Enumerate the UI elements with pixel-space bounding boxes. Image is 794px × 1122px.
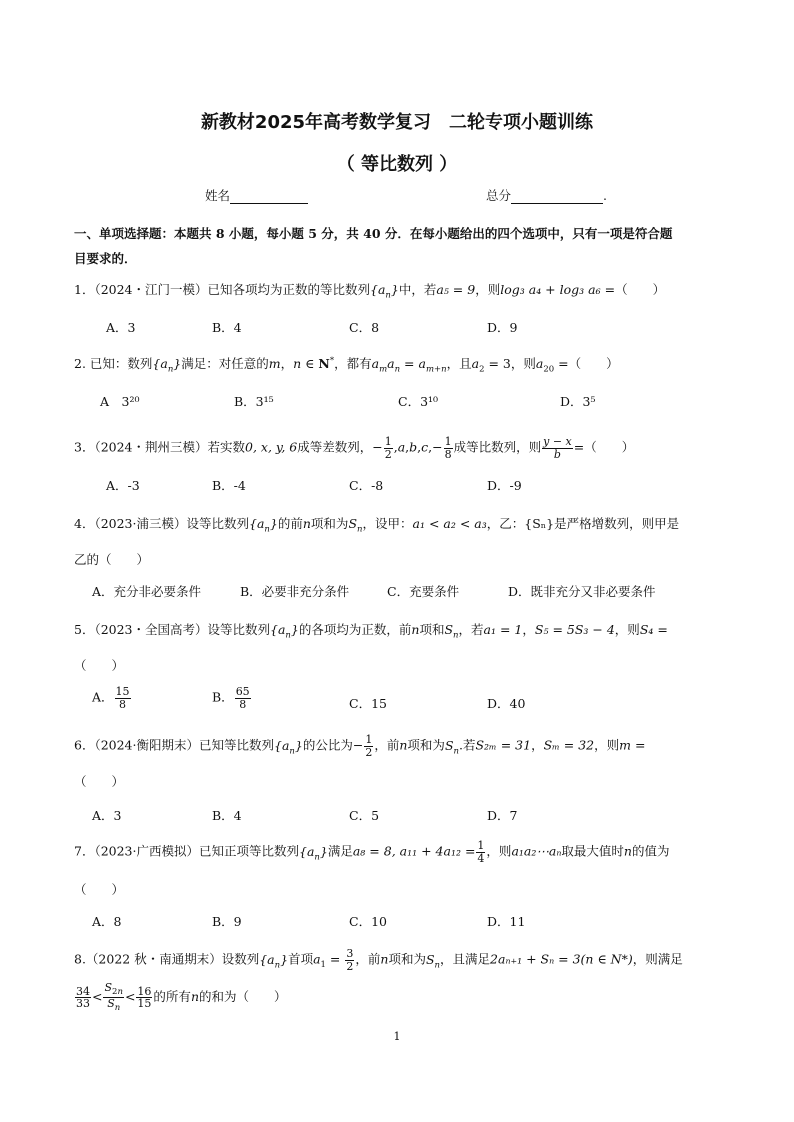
- q5-mid4: ，则: [614, 622, 640, 637]
- q5-ask: S₄ =: [639, 622, 668, 637]
- q7-condition: a₈ = 8, a₁₁ + 4a₁₂ =: [352, 843, 476, 859]
- q6-mid2: ，前: [374, 737, 400, 753]
- q4-condition: a₁ < a₂ < a₃: [412, 516, 487, 531]
- page-subtitle: （ 等比数列 ）: [336, 154, 458, 175]
- q3-mid1: 成等差数列，: [297, 439, 373, 455]
- q8-mid3: 项和为: [388, 951, 426, 967]
- q8-mid4: ，且满足: [440, 951, 491, 967]
- score-period: .: [603, 188, 607, 203]
- q8-frac-16-15: $\frac{16}{15}$: [137, 984, 152, 1011]
- q7-mid4: 的值为: [631, 843, 670, 859]
- q3-frac-eighth: $\frac{1}{8}$: [444, 435, 452, 461]
- name-label: 姓名: [205, 188, 231, 203]
- question-5: 5．（2023・全国高考）设等比数列$\{a_n\}$的各项均为正数，前n项和$S_n$，若a₁ = 1，S₅ = 5S₃ − 4，则S₄ =: [74, 622, 668, 641]
- q6-condition2: Sₘ = 32: [543, 737, 595, 753]
- q3-frac-expr: $\frac{y - x}{b}$: [543, 435, 572, 461]
- q8-frac-34-33: $\frac{34}{33}$: [76, 984, 90, 1011]
- q3-seq1: 0, x, y, 6: [245, 439, 298, 455]
- q4-mid1: 的前: [277, 516, 303, 531]
- q6-frac-half: $\frac{1}{2}$: [365, 733, 373, 759]
- q8-mid1: 首项: [288, 951, 314, 967]
- q6-prefix: 6．（2024·衡阳期末）已知等比数列: [74, 737, 274, 753]
- q6-option-a[interactable]: A．3: [92, 808, 122, 823]
- q7-mid3: 取最大值时: [561, 843, 624, 859]
- q7-prefix: 7．（2023·广西模拟）已知正项等比数列: [74, 843, 299, 859]
- question-4: 4．（2023·浦三模）设等比数列$\{a_n\}$的前n项和为$S_n$，设甲：a₁ < a₂ < a₃，乙：{Sₙ}是严格增数列，则甲是: [74, 516, 680, 535]
- q3-mid2: 成等比数列，则: [453, 439, 542, 455]
- q4-option-c[interactable]: C．充要条件: [387, 584, 460, 599]
- q2-option-c[interactable]: C．3¹⁰: [398, 394, 439, 409]
- q7-line2: （ ）: [74, 882, 125, 897]
- q3-option-a[interactable]: A．-3: [106, 478, 140, 493]
- q7-mid1: 满足: [327, 843, 353, 859]
- q6-ask: m =: [619, 737, 646, 753]
- q3-option-d[interactable]: D．-9: [487, 478, 522, 493]
- q3-option-c[interactable]: C．-8: [349, 478, 384, 493]
- q4-mid3: ，设甲：: [362, 516, 413, 531]
- q2-mid4: ，则: [510, 356, 536, 371]
- q6-mid1: 的公比为: [302, 737, 353, 753]
- q2-tail: （ ）: [568, 356, 619, 371]
- q2-option-d[interactable]: D．3⁵: [560, 394, 596, 409]
- q4-line2: 乙的（ ）: [74, 552, 150, 567]
- page-number: 1: [393, 1030, 401, 1043]
- q1-prefix: 1．（2024・江门一模）已知各项均为正数的等比数列: [74, 282, 371, 297]
- score-blank[interactable]: [511, 189, 603, 204]
- q6-mid5: ，则: [594, 737, 620, 753]
- page-title: 新教材2025年高考数学复习 二轮专项小题训练: [200, 112, 594, 133]
- q4-option-a[interactable]: A．充分非必要条件: [92, 584, 202, 599]
- q4-mid4: ，乙：{Sₙ}是严格增数列，则甲是: [486, 516, 680, 531]
- q6-mid4: .若: [459, 737, 476, 753]
- q8-mid2: ，前: [355, 951, 381, 967]
- score-label: 总分: [486, 188, 512, 203]
- q5-line2: （ ）: [74, 658, 125, 673]
- q7-option-d[interactable]: D．11: [487, 914, 526, 929]
- q1-condition: a₅ = 9: [436, 282, 476, 297]
- q8-line2: $\frac{34}{33}$ < $\frac{S_{2n}}{S_n}$ < $\frac{16}{15}$ 的所有n的和为（ ）: [76, 981, 287, 1014]
- q5-option-b-frac: $\frac{65}{8}$: [235, 685, 250, 711]
- q6-condition1: S₂ₘ = 31: [475, 737, 532, 753]
- q1-ask: ，则: [475, 282, 501, 297]
- q1-option-b[interactable]: B．4: [212, 320, 242, 335]
- q6-line2: （ ）: [74, 774, 125, 789]
- q7-option-a[interactable]: A．8: [92, 914, 122, 929]
- q5-option-d[interactable]: D．40: [487, 696, 526, 711]
- q8-mid5: ，则满足: [632, 951, 683, 967]
- q3-option-b[interactable]: B．-4: [212, 478, 246, 493]
- q2-mid1: 满足：对任意的: [181, 356, 269, 371]
- q5-option-a[interactable]: [92, 686, 132, 710]
- question-8: 8.（2022 秋・南通期末）设数列$\{a_n\}$首项$a_1$ = $\frac{3}{2}$ ，前n项和为$S_n$，且满足2aₙ₊₁ + Sₙ = 3(n ∈ N*)，则满足: [74, 947, 683, 973]
- q6-option-b[interactable]: B．4: [212, 808, 242, 823]
- q8-prefix: 8.（2022 秋・南通期末）设数列: [74, 951, 260, 967]
- q5-prefix: 5．（2023・全国高考）设等比数列: [74, 622, 271, 637]
- section-heading-line1: 一、单项选择题：本题共 8 小题，每小题 5 分，共 40 分．在每小题给出的四个选项中，只有一项是符合题: [74, 226, 673, 241]
- q8-frac-s2n-sn: $\frac{S_{2n}}{S_n}$: [104, 981, 123, 1014]
- question-7: 7．（2023·广西模拟）已知正项等比数列$\{a_n\}$满足a₈ = 8, a₁₁ + 4a₁₂ = $\frac{1}{4}$ ，则a₁a₂⋯aₙ取最大值时n的值为: [74, 839, 670, 865]
- q5-mid1: 的各项均为正数，前: [298, 622, 412, 637]
- q7-option-c[interactable]: C．10: [349, 914, 387, 929]
- q4-prefix: 4．（2023·浦三模）设等比数列: [74, 516, 249, 531]
- question-1: 1．（2024・江门一模）已知各项均为正数的等比数列$\{a_n\}$中，若a₅ = 9，则log₃ a₄ + log₃ a₆ =（ ）: [74, 282, 666, 301]
- q1-option-a[interactable]: A．3: [106, 320, 136, 335]
- name-blank[interactable]: [230, 189, 308, 204]
- q5-mid3: ，若: [458, 622, 484, 637]
- q1-tail: （ ）: [615, 282, 666, 297]
- q7-frac-quarter: $\frac{1}{4}$: [477, 839, 485, 865]
- q6-option-c[interactable]: C．5: [349, 808, 380, 823]
- q8-line2-tail: 的所有: [153, 989, 191, 1005]
- name-field: [205, 186, 308, 204]
- q3-tail: =（ ）: [573, 439, 635, 455]
- q5-condition2: S₅ = 5S₃ − 4: [534, 622, 615, 637]
- q2-prefix: 2. 已知：数列: [74, 356, 153, 371]
- q4-option-d[interactable]: D．既非充分又非必要条件: [508, 584, 656, 599]
- q1-option-d[interactable]: D．9: [487, 320, 518, 335]
- q2-option-b[interactable]: B．3¹⁵: [234, 394, 274, 409]
- q2-option-a[interactable]: A 3²⁰: [100, 394, 140, 409]
- q1-option-c[interactable]: C．8: [349, 320, 380, 335]
- q5-option-a-frac: $\frac{15}{8}$: [115, 685, 130, 711]
- q2-mid3: ，且: [446, 356, 472, 371]
- section-heading-line2: 目要求的．: [74, 251, 137, 266]
- q6-mid3: 项和为: [407, 737, 445, 753]
- q3-prefix: 3．（2024・荆州三模）若实数: [74, 439, 246, 455]
- q8-line2-end: 的和为（ ）: [199, 989, 287, 1005]
- question-6: 6．（2024·衡阳期末）已知等比数列$\{a_n\}$的公比为− $\frac{1}{2}$ ，前n项和为$S_n$.若S₂ₘ = 31，Sₘ = 32，则m =: [74, 733, 646, 759]
- question-2: 2. 已知：数列$\{a_n\}$满足：对任意的m，n ∈ N*，都有$a_ma_n = a_{m+n}$，且$a_2 = 3$，则$a_{20}$ =（ ）: [74, 355, 619, 375]
- score-field: [486, 186, 607, 204]
- q7-mid2: ，则: [486, 843, 512, 859]
- q6-option-d[interactable]: D．7: [487, 808, 518, 823]
- q5-condition1: a₁ = 1: [483, 622, 523, 637]
- q5-option-b-label: B．: [212, 689, 234, 705]
- q4-mid2: 项和为: [310, 516, 349, 531]
- q7-option-b[interactable]: B．9: [212, 914, 242, 929]
- question-3: 3．（2024・荆州三模）若实数0, x, y, 6成等差数列，− $\frac{1}{2}$ ,a,b,c,− $\frac{1}{8}$ 成等比数列，则 $\frac{y - x}{b}$ =（ ）: [74, 435, 635, 461]
- q5-mid2: 项和: [419, 622, 445, 637]
- q1-mid: 中，若: [398, 282, 437, 297]
- q1-expression: log₃ a₄ + log₃ a₆ =: [500, 282, 616, 297]
- q3-frac-half: $\frac{1}{2}$: [384, 435, 392, 461]
- q4-option-b[interactable]: B．必要非充分条件: [240, 584, 350, 599]
- q8-frac-three-halves: $\frac{3}{2}$: [346, 947, 354, 973]
- q2-mid2: ，都有: [334, 356, 372, 371]
- q5-option-a-label: A．: [92, 689, 114, 705]
- q5-option-c[interactable]: C．15: [349, 696, 387, 711]
- q7-expression: a₁a₂⋯aₙ: [511, 843, 562, 859]
- q8-condition: 2aₙ₊₁ + Sₙ = 3(n ∈ N*): [490, 951, 633, 967]
- q5-option-b[interactable]: [212, 686, 252, 710]
